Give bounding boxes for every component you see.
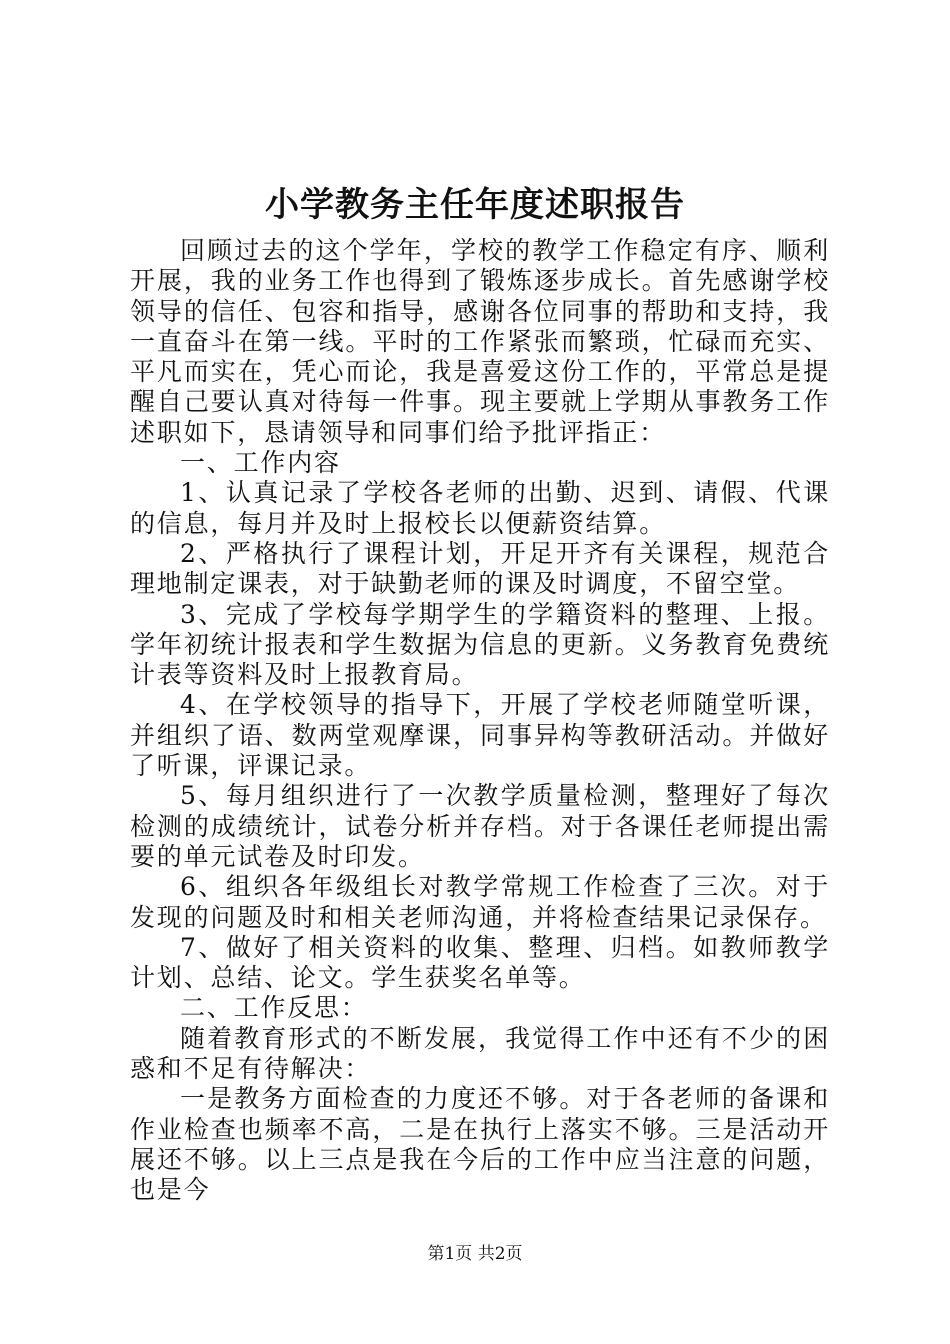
paragraph-item-3: 3、完成了学校每学期学生的学籍资料的整理、上报。学年初统计报表和学生数据为信息的更新。义务教育免费统计表等资料及时上报教育局。	[130, 599, 830, 690]
document-body	[130, 236, 830, 1206]
document-title: 小学教务主任年度述职报告	[265, 185, 685, 225]
paragraph-item-7: 7、做好了相关资料的收集、整理、归档。如教师教学计划、总结、论文。学生获奖名单等。	[130, 932, 830, 993]
paragraph-item-4: 4、在学校领导的指导下，开展了学校老师随堂听课，并组织了语、数两堂观摩课，同事异构等教研活动。并做好了听课，评课记录。	[130, 690, 830, 781]
section-heading-reflection: 二、工作反思：	[180, 993, 368, 1023]
paragraph-item-2: 2、严格执行了课程计划，开足开齐有关课程，规范合理地制定课表，对于缺勤老师的课及时调度，不留空堂。	[130, 538, 830, 599]
paragraph-reflection-points: 一是教务方面检查的力度还不够。对于各老师的备课和作业检查也频率不高，二是在执行上落实不够。三是活动开展还不够。以上三点是我在今后的工作中应当注意的问题，也是今	[130, 1084, 830, 1205]
paragraph-item-1: 1、认真记录了学校各老师的出勤、迟到、请假、代课的信息，每月并及时上报校长以便薪资结算。	[130, 478, 830, 538]
page-number: 第1页 共2页	[427, 1244, 523, 1264]
paragraph-item-5: 5、每月组织进行了一次教学质量检测，整理好了每次检测的成绩统计，试卷分析并存档。对于各课任老师提出需要的单元试卷及时印发。	[130, 781, 830, 871]
paragraph-intro: 回顾过去的这个学年，学校的教学工作稳定有序、顺利开展，我的业务工作也得到了锻炼逐步成长。首先感谢学校领导的信任、包容和指导，感谢各位同事的帮助和支持，我一直奋斗在第一线。平时的工作紧张而繁琐，忙碌而充实、平凡而实在，凭心而论，我是喜爱这份工作的，平常总是提醒自己要认真对待每一件事。现主要就上学期从事教务工作述职如下，恳请领导和同事们给予批评指正：	[130, 236, 830, 447]
paragraph-item-6: 6、组织各年级组长对教学常规工作检查了三次。对于发现的问题及时和相关老师沟通，并将检查结果记录保存。	[130, 872, 830, 932]
paragraph-reflection-intro: 随着教育形式的不断发展，我觉得工作中还有不少的困惑和不足有待解决：	[130, 1023, 830, 1084]
section-heading-work-content: 一、工作内容	[180, 448, 341, 478]
